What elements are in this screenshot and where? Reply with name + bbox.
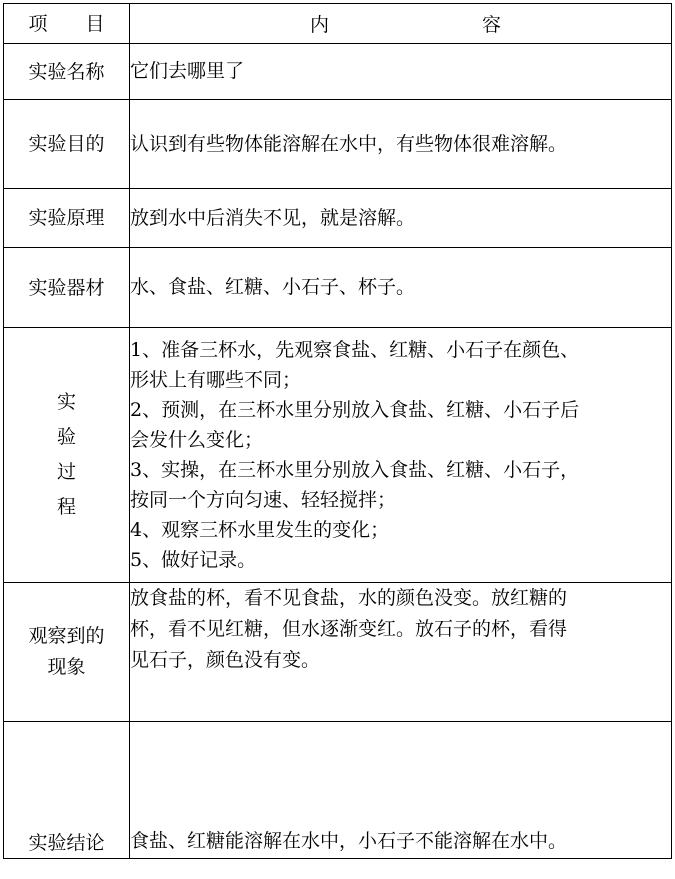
observation-label-line1: 观察到的 (28, 625, 105, 647)
process-line: 5、做好记录。 (130, 549, 257, 571)
table-row-equipment (4, 248, 672, 328)
process-label-char: 验 (56, 426, 76, 448)
table-row-process (4, 328, 672, 583)
table-row-name (4, 44, 672, 100)
process-line: 按同一个方向匀速、轻轻搅拌； (130, 489, 397, 511)
row-content-observation (130, 583, 672, 722)
header-item-char2: 目 (85, 12, 105, 35)
row-label-conclusion: 实验结论 (4, 722, 130, 859)
table-row-conclusion (4, 722, 672, 859)
observation-label-line2: 现象 (47, 656, 86, 678)
row-label-principle: 实验原理 (4, 189, 130, 248)
row-content-equipment: 水、食盐、红糖、小石子、杯子。 (130, 248, 672, 328)
row-content-principle: 放到水中后消失不见，就是溶解。 (130, 189, 672, 248)
table-row-principle (4, 189, 672, 248)
experiment-table (3, 3, 672, 859)
row-label-goal: 实验目的 (4, 100, 130, 189)
process-line: 4、观察三杯水里发生的变化； (130, 519, 390, 541)
observation-line: 见石子，颜色没有变。 (130, 649, 321, 671)
process-line: 2、预测，在三杯水里分别放入食盐、红糖、小石子后 (130, 399, 580, 421)
row-label-equipment: 实验器材 (4, 248, 130, 328)
header-item-char1: 项 (28, 12, 48, 35)
header-content-cell (130, 4, 672, 44)
process-line: 形状上有哪些不同； (130, 369, 302, 391)
row-label-name: 实验名称 (4, 44, 130, 100)
observation-line: 放食盐的杯，看不见食盐，水的颜色没变。放红糖的 (130, 587, 568, 609)
header-item-cell (4, 4, 130, 44)
row-label-process (4, 328, 130, 583)
row-content-goal: 认识到有些物体能溶解在水中，有些物体很难溶解。 (130, 100, 672, 189)
row-content-conclusion: 食盐、红糖能溶解在水中，小石子不能溶解在水中。 (130, 722, 672, 859)
header-content-char2: 容 (481, 14, 501, 36)
header-content-char1: 内 (310, 14, 330, 36)
row-content-process (130, 328, 672, 583)
table-header-row (4, 4, 672, 44)
observation-line: 杯，看不见红糖，但水逐渐变红。放石子的杯，看得 (130, 618, 568, 640)
process-label-char: 过 (56, 461, 76, 483)
process-label-char: 程 (56, 496, 76, 518)
row-content-name: 它们去哪里了 (130, 44, 672, 100)
table-row-goal (4, 100, 672, 189)
row-label-observation (4, 583, 130, 722)
table-row-observation (4, 583, 672, 722)
process-label-char: 实 (56, 391, 76, 413)
process-line: 3、实操，在三杯水里分别放入食盐、红糖、小石子， (130, 459, 580, 481)
process-line: 1、准备三杯水，先观察食盐、红糖、小石子在颜色、 (130, 339, 580, 361)
process-line: 会发什么变化； (130, 429, 264, 451)
